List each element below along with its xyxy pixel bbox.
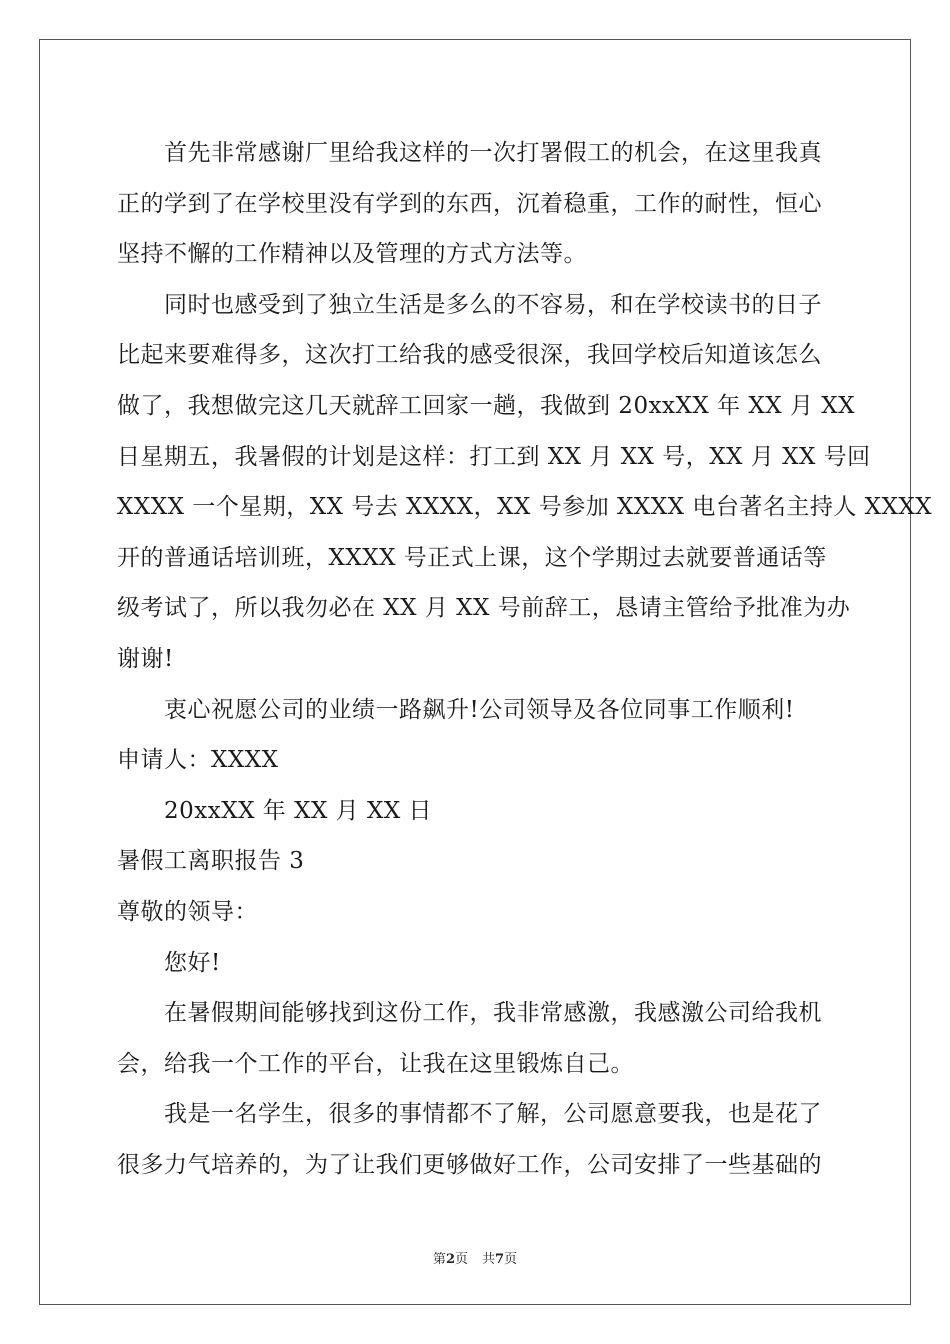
paragraph-line: 做了，我想做完这几天就辞工回家一趟，我做到 20xxXX 年 XX 月 XX [117, 392, 856, 419]
closing-wish: 衷心祝愿公司的业绩一路飙升!公司领导及各位同事工作顺利! [164, 696, 795, 723]
applicant-line: 申请人：XXXX [117, 747, 279, 774]
paragraph-line: 会，给我一个工作的平台，让我在这里锻炼自己。 [117, 1050, 634, 1077]
total-suffix: 页 [504, 1252, 518, 1267]
paragraph-line: 比起来要难得多，这次打工给我的感受很深，我回学校后知道该怎么 [117, 342, 822, 369]
page-prefix: 第 [432, 1252, 446, 1267]
paragraph-line: 日星期五，我暑假的计划是这样：打工到 XX 月 XX 号，XX 月 XX 号回 [117, 443, 871, 470]
paragraph-line: 同时也感受到了独立生活是多么的不容易，和在学校读书的日子 [164, 291, 822, 318]
paragraph-line: 首先非常感谢厂里给我这样的一次打署假工的机会，在这里我真 [164, 140, 822, 166]
current-page-number: 2 [445, 1252, 455, 1267]
paragraph-line: 我是一名学生，很多的事情都不了解，公司愿意要我，也是花了 [164, 1101, 822, 1128]
paragraph-line: XXXX 一个星期，XX 号去 XXXX，XX 号参加 XXXX 电台著名主持人 XXXX [117, 494, 933, 521]
document-body [117, 128, 933, 1190]
paragraph-line: 很多力气培养的，为了让我们更够做好工作，公司安排了一些基础的 [117, 1151, 822, 1178]
paragraph-line: 级考试了，所以我勿必在 XX 月 XX 号前辞工，恳请主管给予批准为办 [117, 595, 851, 622]
total-prefix: 共 [482, 1252, 496, 1267]
paragraph-line: 正的学到了在学校里没有学到的东西，沉着稳重，工作的耐性，恒心 [117, 190, 822, 217]
page-footer [0, 1248, 950, 1267]
section-title: 暑假工离职报告 3 [117, 848, 305, 875]
paragraph-line: 开的普通话培训班，XXXX 号正式上课，这个学期过去就要普通话等 [117, 544, 827, 571]
paragraph-line: 坚持不懈的工作精神以及管理的方式方法等。 [117, 241, 587, 268]
paragraph-line: 谢谢! [117, 645, 174, 672]
date-line: 20xxXX 年 XX 月 XX 日 [164, 797, 433, 824]
salutation: 尊敬的领导： [117, 898, 258, 925]
paragraph-line: 在暑假期间能够找到这份工作，我非常感激，我感激公司给我机 [164, 1000, 822, 1027]
total-page-number: 7 [495, 1252, 505, 1267]
greeting: 您好! [164, 949, 221, 976]
page-suffix: 页 [454, 1252, 468, 1267]
